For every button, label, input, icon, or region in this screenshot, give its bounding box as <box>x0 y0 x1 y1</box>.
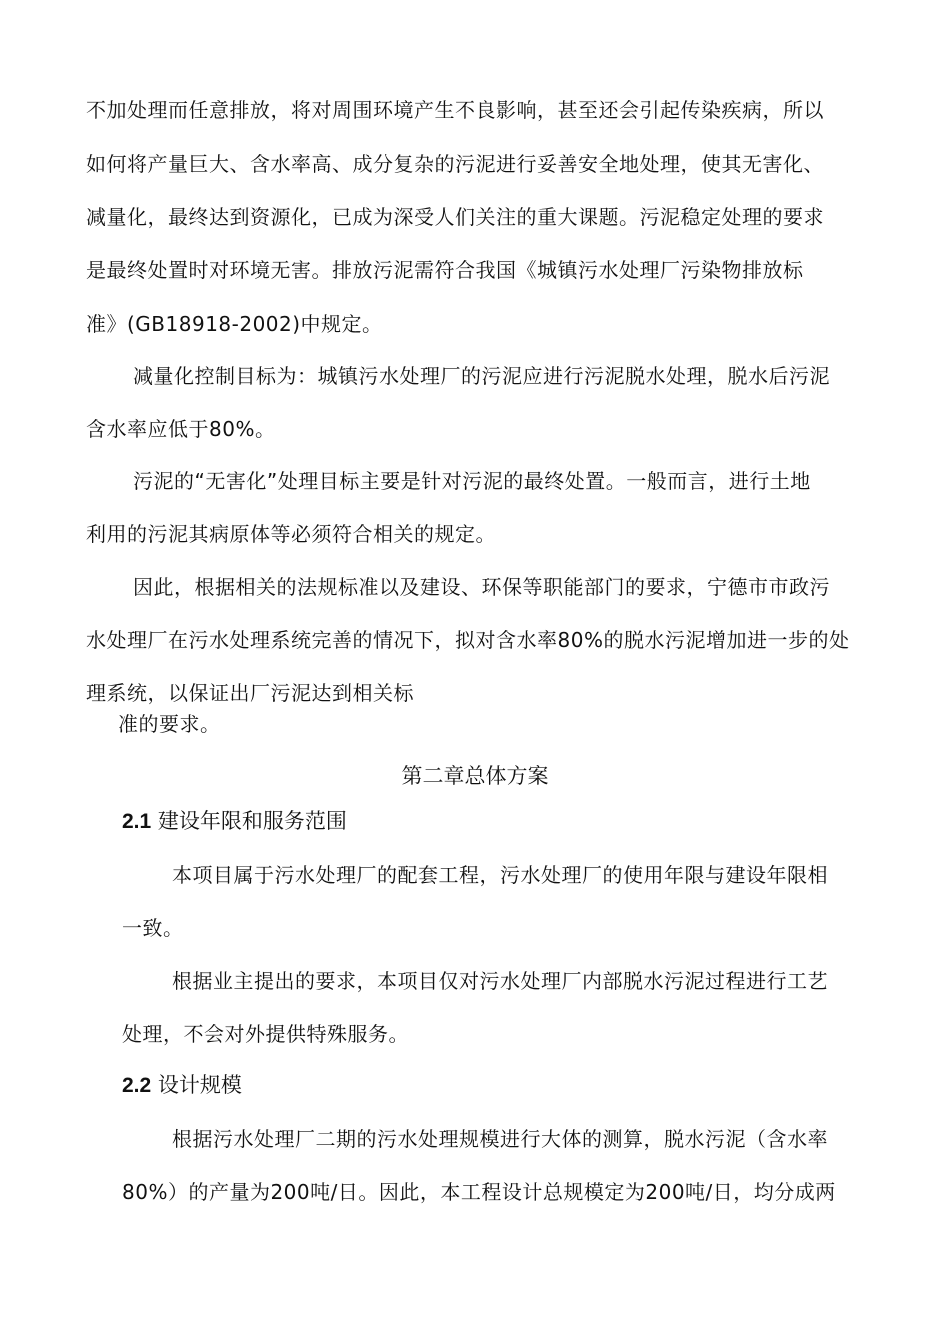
body-text-line: 因此，根据相关的法规标准以及建设、环保等职能部门的要求，宁德市市政污 <box>133 575 830 599</box>
body-text-line: 不加处理而任意排放，将对周围环境产生不良影响，甚至还会引起传染疾病，所以 <box>86 98 824 122</box>
chapter-title: 第二章总体方案 <box>401 764 549 788</box>
section-heading-2-1 <box>122 808 347 835</box>
body-text-line: 水处理厂在污水处理系统完善的情况下，拟对含水率80%的脱水污泥增加进一步的处 <box>86 628 850 652</box>
body-text-line: 本项目属于污水处理厂的配套工程，污水处理厂的使用年限与建设年限相 <box>172 863 828 887</box>
body-text-line: 根据业主提出的要求，本项目仅对污水处理厂内部脱水污泥过程进行工艺 <box>172 969 828 993</box>
section-heading-2-2 <box>122 1072 242 1099</box>
body-text-line: 利用的污泥其病原体等必须符合相关的规定。 <box>86 522 496 546</box>
body-text-line: 准的要求。 <box>118 712 221 736</box>
body-text-line: 减量化，最终达到资源化，已成为深受人们关注的重大课题。污泥稳定处理的要求 <box>86 205 824 229</box>
section-number: 2.2 <box>122 1074 152 1097</box>
section-title: 建设年限和服务范围 <box>157 809 347 833</box>
body-text-line: 如何将产量巨大、含水率高、成分复杂的污泥进行妥善安全地处理，使其无害化、 <box>86 152 824 176</box>
body-text-line: 污泥的“无害化”处理目标主要是针对污泥的最终处置。一般而言，进行土地 <box>133 469 811 493</box>
body-text-line: 处理，不会对外提供特殊服务。 <box>122 1022 409 1046</box>
section-title: 设计规模 <box>157 1073 242 1097</box>
body-text-line: 准》(GB18918-2002)中规定。 <box>86 312 383 336</box>
section-number: 2.1 <box>122 810 152 833</box>
body-text-line: 理系统，以保证出厂污泥达到相关标 <box>86 681 414 705</box>
body-text-line: 80%）的产量为200吨/日。因此，本工程设计总规模定为200吨/日，均分成两 <box>122 1180 836 1204</box>
body-text-line: 一致。 <box>122 916 184 940</box>
body-text-line: 减量化控制目标为：城镇污水处理厂的污泥应进行污泥脱水处理，脱水后污泥 <box>133 364 830 388</box>
body-text-line: 根据污水处理厂二期的污水处理规模进行大体的测算，脱水污泥（含水率 <box>172 1127 828 1151</box>
body-text-line: 是最终处置时对环境无害。排放污泥需符合我国《城镇污水处理厂污染物排放标 <box>86 258 804 282</box>
body-text-line: 含水率应低于80%。 <box>86 417 276 441</box>
